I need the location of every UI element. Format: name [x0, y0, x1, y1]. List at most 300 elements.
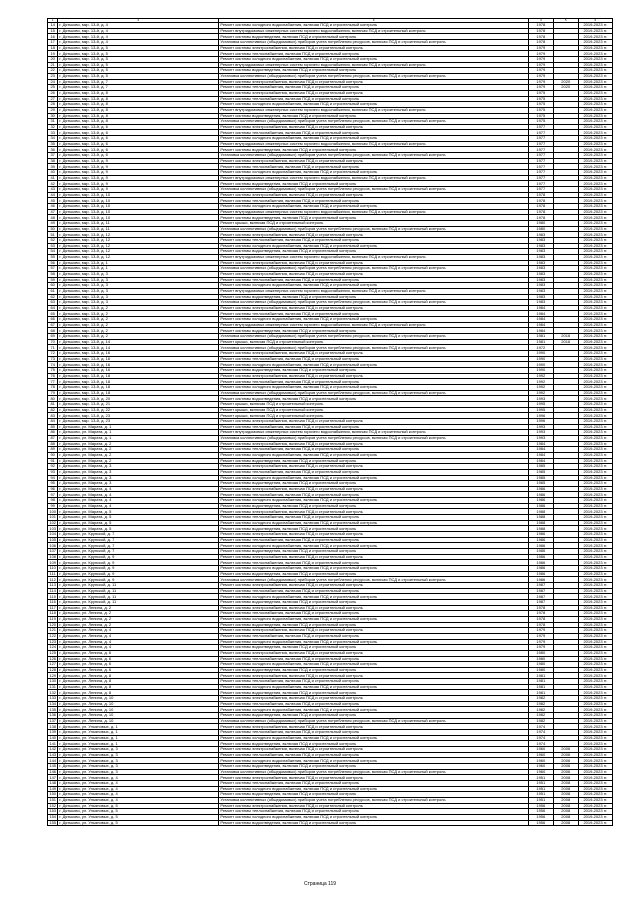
- period-cell: 2019-2023 гг.: [578, 543, 612, 549]
- work-type-cell: Установка коллективных (общедомовых) приборов учета потребления ресурсов, включая ПСД и строительный контроль: [219, 390, 529, 396]
- period-cell: 2019-2023 гг.: [578, 498, 612, 504]
- build-year-cell: 1977: [528, 124, 553, 130]
- build-year-cell: 1996: [528, 418, 553, 424]
- work-type-cell: Ремонт системы электроснабжения, включая ПСД и строительный контроль: [219, 192, 529, 198]
- period-cell: 2019-2023 гг.: [578, 294, 612, 300]
- overhaul-year-cell: 2006: [553, 758, 578, 764]
- build-year-cell: 1983: [528, 294, 553, 300]
- build-year-cell: 1979: [528, 68, 553, 74]
- period-cell: 2019-2023 гг.: [578, 639, 612, 645]
- row-number: 85: [48, 424, 58, 430]
- build-year-cell: 1990: [528, 351, 553, 357]
- period-cell: 2019-2023 гг.: [578, 780, 612, 786]
- build-year-cell: 1983: [528, 277, 553, 283]
- period-cell: 2019-2023 гг.: [578, 622, 612, 628]
- period-cell: 2019-2023 гг.: [578, 679, 612, 685]
- work-type-cell: Ремонт системы холодного водоснабжения, включая ПСД и строительный контроль: [219, 814, 529, 820]
- build-year-cell: 1986: [528, 543, 553, 549]
- build-year-cell: 1979: [528, 45, 553, 51]
- period-cell: 2019-2023 гг.: [578, 537, 612, 543]
- address-cell: г. Дятьково, ул. Ульяновых, д. 4: [58, 797, 219, 803]
- build-year-cell: 1951: [528, 775, 553, 781]
- period-cell: 2019-2023 гг.: [578, 322, 612, 328]
- work-type-cell: Ремонт системы электроснабжения, включая ПСД и строительный контроль: [219, 45, 529, 51]
- work-type-cell: Ремонт системы холодного водоснабжения, включая ПСД и строительный контроль: [219, 23, 529, 29]
- period-cell: 2019-2023 гг.: [578, 260, 612, 266]
- build-year-cell: 1983: [528, 266, 553, 272]
- work-type-cell: Установка коллективных (общедомовых) приборов учета потребления ресурсов, включая ПСД и строительный контроль: [219, 266, 529, 272]
- work-type-cell: Ремонт системы водоотведения, включая ПСД и строительный контроль: [219, 690, 529, 696]
- period-cell: 2019-2023 гг.: [578, 520, 612, 526]
- address-cell: г. Дятьково, мкр. 13-й, д. 9: [58, 175, 219, 181]
- build-year-cell: 1956: [528, 809, 553, 815]
- row-number: 24: [48, 79, 58, 85]
- work-type-cell: Установка коллективных (общедомовых) приборов учета потребления ресурсов, включая ПСД и строительный контроль: [219, 187, 529, 193]
- work-type-cell: Ремонт системы теплоснабжения, включая ПСД и строительный контроль: [219, 679, 529, 685]
- work-type-cell: Ремонт системы электроснабжения, включая ПСД и строительный контроль: [219, 582, 529, 588]
- period-cell: 2019-2023 гг.: [578, 656, 612, 662]
- build-year-cell: 1980: [528, 662, 553, 668]
- address-cell: г. Дятьково, ул. Крупской, д. 11: [58, 588, 219, 594]
- build-year-cell: 1987: [528, 588, 553, 594]
- period-cell: 2019-2023 гг.: [578, 571, 612, 577]
- row-number: 134: [49, 701, 57, 706]
- work-type-cell: Ремонт внутридомовых инженерных систем горячего водоснабжения, включая ПСД и строительный контроль: [219, 288, 529, 294]
- address-cell: г. Дятьково, ул. Марата, д. 1: [58, 430, 219, 436]
- work-type-cell: Ремонт системы электроснабжения, включая ПСД и строительный контроль: [219, 418, 529, 424]
- row-number: 144: [49, 757, 57, 763]
- period-cell: 2019-2023 гг.: [578, 130, 612, 136]
- row-number: 99: [48, 503, 58, 509]
- work-type-cell: Ремонт системы теплоснабжения, включая ПСД и строительный контроль: [219, 356, 529, 362]
- work-type-cell: Ремонт системы водоотведения, включая ПСД и строительный контроль: [219, 526, 529, 532]
- row-number: 68: [48, 328, 58, 334]
- period-cell: 2019-2023 гг.: [578, 707, 612, 713]
- row-number: 109: [49, 559, 57, 565]
- overhaul-year-cell: 2020: [553, 79, 578, 85]
- period-cell: 2019-2023 гг.: [578, 311, 612, 317]
- address-cell: г. Дятьково, ул. Крупской, д. 9: [58, 577, 219, 583]
- address-cell: г. Дятьково, мкр. 13-й, д. 3: [58, 277, 219, 283]
- period-cell: 2019-2023 гг.: [578, 809, 612, 815]
- row-number: 104: [49, 531, 57, 537]
- work-type-cell: Ремонт системы водоотведения, включая ПСД и строительный контроль: [219, 249, 529, 255]
- row-number: 35: [48, 141, 58, 147]
- address-cell: г. Дятьково, мкр. 13-й, д. 7: [58, 79, 219, 85]
- address-cell: г. Дятьково, мкр. 13-й, д. 18: [58, 390, 219, 396]
- period-cell: 2019-2023 гг.: [578, 362, 612, 368]
- period-cell: 2019-2023 гг.: [578, 418, 612, 424]
- row-number: 89: [48, 447, 58, 453]
- build-year-cell: 1956: [528, 820, 553, 826]
- period-cell: 2019-2023 гг.: [578, 554, 612, 560]
- address-cell: г. Дятьково, мкр. 13-й, д. 22: [58, 407, 219, 413]
- work-type-cell: Ремонт системы холодного водоснабжения, включая ПСД и строительный контроль: [219, 639, 529, 645]
- work-type-cell: Ремонт системы электроснабжения, включая ПСД и строительный контроль: [219, 605, 529, 611]
- period-cell: 2019-2023 гг.: [578, 662, 612, 668]
- period-cell: 2019-2023 гг.: [578, 684, 612, 690]
- work-type-cell: Ремонт системы электроснабжения, включая ПСД и строительный контроль: [219, 803, 529, 809]
- row-number: 106: [49, 542, 57, 548]
- address-cell: г. Дятьково, ул. Ленина, д. 4: [58, 639, 219, 645]
- build-year-cell: 1982: [528, 707, 553, 713]
- build-year-cell: 1979: [528, 73, 553, 79]
- period-cell: 2019-2023 гг.: [578, 237, 612, 243]
- build-year-cell: 1985: [528, 469, 553, 475]
- period-cell: 2019-2023 гг.: [578, 373, 612, 379]
- work-type-cell: Ремонт внутридомовых инженерных систем горячего водоснабжения, включая ПСД и строительный контроль: [219, 209, 529, 215]
- work-type-cell: Ремонт системы теплоснабжения, включая ПСД и строительный контроль: [219, 469, 529, 475]
- period-cell: 2019-2023 гг.: [578, 187, 612, 193]
- address-cell: г. Дятьково, мкр. 13-й, д. 16: [58, 368, 219, 374]
- address-cell: г. Дятьково, мкр. 13-й, д. 10: [58, 192, 219, 198]
- address-cell: г. Дятьково, мкр. 13-й, д. 9: [58, 187, 219, 193]
- build-year-cell: 1986: [528, 554, 553, 560]
- address-cell: г. Дятьково, ул. Крупской, д. 7: [58, 532, 219, 538]
- build-year-cell: 1985: [528, 475, 553, 481]
- address-cell: г. Дятьково, ул. Ульяновых, д. 4: [58, 786, 219, 792]
- period-cell: 2019-2023 гг.: [578, 820, 612, 826]
- work-type-cell: Ремонт системы электроснабжения, включая ПСД и строительный контроль: [219, 271, 529, 277]
- address-cell: г. Дятьково, мкр. 13-й, д. 11: [58, 226, 219, 232]
- address-cell: г. Дятьково, мкр. 13-й, д. 3: [58, 271, 219, 277]
- work-type-cell: Ремонт системы теплоснабжения, включая ПСД и строительный контроль: [219, 588, 529, 594]
- period-cell: 2019-2023 гг.: [578, 277, 612, 283]
- address-cell: г. Дятьково, мкр. 13-й, д. 2: [58, 317, 219, 323]
- build-year-cell: 1984: [528, 311, 553, 317]
- row-number: 96: [48, 486, 58, 492]
- overhaul-year-cell: 2008: [553, 780, 578, 786]
- period-cell: 2019-2023 гг.: [578, 147, 612, 153]
- address-cell: г. Дятьково, мкр. 13-й, д. 3: [58, 288, 219, 294]
- period-cell: 2019-2023 гг.: [578, 769, 612, 775]
- work-type-cell: Ремонт системы холодного водоснабжения, включая ПСД и строительный контроль: [219, 362, 529, 368]
- row-number: 47: [48, 209, 58, 215]
- row-number: 111: [48, 571, 58, 577]
- build-year-cell: 1990: [528, 356, 553, 362]
- row-number: 23: [48, 73, 58, 79]
- period-cell: 2019-2023 гг.: [578, 492, 612, 498]
- row-number: 22: [48, 68, 58, 74]
- work-type-cell: Ремонт системы электроснабжения, включая ПСД и строительный контроль: [219, 696, 529, 702]
- address-cell: г. Дятьково, мкр. 13-й, д. 8: [58, 107, 219, 113]
- address-cell: г. Дятьково, ул. Ульяновых, д. 5: [58, 814, 219, 820]
- address-cell: г. Дятьково, мкр. 13-й, д. 20: [58, 396, 219, 402]
- build-year-cell: 1992: [528, 379, 553, 385]
- period-cell: 2019-2023 гг.: [578, 23, 612, 29]
- period-cell: 2019-2023 гг.: [578, 588, 612, 594]
- row-number: 52: [48, 237, 58, 243]
- build-year-cell: 1975: [528, 119, 553, 125]
- row-number: 141: [49, 740, 57, 746]
- work-type-cell: Ремонт системы холодного водоснабжения, включая ПСД и строительный контроль: [219, 102, 529, 108]
- work-type-cell: Ремонт системы теплоснабжения, включая ПСД и строительный контроль: [219, 51, 529, 57]
- work-type-cell: Установка коллективных (общедомовых) приборов учета потребления ресурсов, включая ПСД и строительный контроль: [219, 345, 529, 351]
- address-cell: г. Дятьково, мкр. 13-й, д. 8: [58, 96, 219, 102]
- period-cell: 2019-2023 гг.: [578, 690, 612, 696]
- row-number: 152: [49, 803, 57, 808]
- row-number: 58: [48, 271, 58, 277]
- period-cell: 2019-2023 гг.: [578, 56, 612, 62]
- row-number: 31: [48, 119, 58, 125]
- address-cell: г. Дятьково, мкр. 13-й, д. 2: [58, 328, 219, 334]
- build-year-cell: 1986: [528, 532, 553, 538]
- build-year-cell: 1984: [528, 305, 553, 311]
- period-cell: 2019-2023 гг.: [578, 724, 612, 730]
- address-cell: г. Дятьково, ул. Ульяновых, д. 5: [58, 803, 219, 809]
- address-cell: г. Дятьково, мкр. 13-й, д. 11: [58, 220, 219, 226]
- build-year-cell: 1978: [528, 209, 553, 215]
- build-year-cell: 1980: [528, 226, 553, 232]
- work-type-cell: Ремонт системы электроснабжения, включая ПСД и строительный контроль: [219, 747, 529, 753]
- row-number: 142: [49, 746, 57, 752]
- address-cell: г. Дятьково, ул. Крупской, д. 7: [58, 549, 219, 555]
- period-cell: 2019-2023 гг.: [578, 119, 612, 125]
- column-number: 5: [553, 19, 578, 23]
- build-year-cell: 1981: [528, 679, 553, 685]
- period-cell: 2019-2023 гг.: [578, 339, 612, 345]
- row-number: 148: [49, 780, 57, 786]
- address-cell: г. Дятьково, мкр. 13-й, д. 5: [58, 45, 219, 51]
- row-number: 56: [48, 260, 58, 266]
- table-body: [48, 19, 613, 826]
- period-cell: 2019-2023 гг.: [578, 317, 612, 323]
- row-number: 146: [49, 769, 57, 774]
- row-number: 61: [48, 288, 58, 294]
- address-cell: г. Дятьково, мкр. 13-й, д. 4: [58, 39, 219, 45]
- address-cell: г. Дятьково, ул. Ленина, д. 6: [58, 656, 219, 662]
- work-type-cell: Ремонт системы электроснабжения, включая ПСД и строительный контроль: [219, 124, 529, 130]
- work-type-cell: Ремонт системы электроснабжения, включая ПСД и строительный контроль: [219, 650, 529, 656]
- build-year-cell: 1979: [528, 51, 553, 57]
- address-cell: г. Дятьково, ул. Марата, д. 5: [58, 520, 219, 526]
- period-cell: 2019-2023 гг.: [578, 164, 612, 170]
- build-year-cell: 1978: [528, 605, 553, 611]
- address-cell: г. Дятьково, мкр. 13-й, д. 2: [58, 334, 219, 340]
- row-number: 130: [49, 678, 57, 684]
- period-cell: 2019-2023 гг.: [578, 803, 612, 809]
- build-year-cell: 1956: [528, 803, 553, 809]
- work-type-cell: Установка коллективных (общедомовых) приборов учета потребления ресурсов, включая ПСД и строительный контроль: [219, 334, 529, 340]
- work-type-cell: Ремонт системы водоотведения, включая ПСД и строительный контроль: [219, 113, 529, 119]
- build-year-cell: 1983: [528, 300, 553, 306]
- overhaul-year-cell: 2008: [553, 820, 578, 826]
- build-year-cell: 1993: [528, 424, 553, 430]
- period-cell: 2019-2023 гг.: [578, 305, 612, 311]
- period-cell: 2019-2023 гг.: [578, 566, 612, 572]
- build-year-cell: 1984: [528, 458, 553, 464]
- work-type-cell: Ремонт системы электроснабжения, включая ПСД и строительный контроль: [219, 441, 529, 447]
- work-type-cell: Ремонт внутридомовых инженерных систем горячего водоснабжения, включая ПСД и строительный контроль: [219, 28, 529, 34]
- address-cell: г. Дятьково, ул. Ленина, д. 10: [58, 701, 219, 707]
- address-cell: г. Дятьково, ул. Марата, д. 4: [58, 492, 219, 498]
- period-cell: 2019-2023 гг.: [578, 181, 612, 187]
- address-cell: г. Дятьково, мкр. 13-й, д. 8: [58, 119, 219, 125]
- overhaul-year-cell: 2006: [553, 752, 578, 758]
- row-number: 151: [49, 797, 57, 803]
- address-cell: г. Дятьково, мкр. 13-й, д. 14: [58, 345, 219, 351]
- build-year-cell: 1983: [528, 260, 553, 266]
- work-type-cell: Ремонт системы теплоснабжения, включая ПСД и строительный контроль: [219, 447, 529, 453]
- row-number: 41: [48, 175, 58, 181]
- overhaul-year-cell: 2006: [553, 763, 578, 769]
- row-number: 95: [48, 481, 58, 487]
- row-number: 114: [49, 588, 56, 593]
- address-cell: г. Дятьково, ул. Марата, д. 4: [58, 486, 219, 492]
- build-year-cell: 1951: [528, 792, 553, 798]
- work-type-cell: Ремонт системы холодного водоснабжения, включая ПСД и строительный контроль: [219, 735, 529, 741]
- work-type-cell: Ремонт системы теплоснабжения, включая ПСД и строительный контроль: [219, 515, 529, 521]
- period-cell: 2019-2023 гг.: [578, 204, 612, 210]
- row-number: 100: [49, 508, 57, 514]
- document-sheet: [47, 18, 613, 826]
- address-cell: г. Дятьково, ул. Ленина, д. 10: [58, 713, 219, 719]
- address-cell: г. Дятьково, мкр. 13-й, д. 12: [58, 243, 219, 249]
- build-year-cell: 1975: [528, 102, 553, 108]
- row-number: 21: [48, 62, 58, 68]
- period-cell: 2019-2023 гг.: [578, 209, 612, 215]
- address-cell: г. Дятьково, мкр. 13-й, д. 18: [58, 373, 219, 379]
- address-cell: г. Дятьково, ул. Ленина, д. 6: [58, 650, 219, 656]
- address-cell: г. Дятьково, ул. Марата, д. 2: [58, 458, 219, 464]
- build-year-cell: 1980: [528, 220, 553, 226]
- row-number: 83: [48, 413, 58, 419]
- row-number: 150: [49, 791, 57, 797]
- row-number: 33: [48, 130, 58, 136]
- address-cell: г. Дятьково, ул. Крупской, д. 9: [58, 571, 219, 577]
- build-year-cell: 1983: [528, 249, 553, 255]
- period-cell: 2019-2023 гг.: [578, 254, 612, 260]
- address-cell: г. Дятьково, мкр. 13-й, д. 1: [58, 266, 219, 272]
- work-type-cell: Установка коллективных (общедомовых) приборов учета потребления ресурсов, включая ПСД и строительный контроль: [219, 300, 529, 306]
- period-cell: 2019-2023 гг.: [578, 435, 612, 441]
- period-cell: 2019-2023 гг.: [578, 786, 612, 792]
- table-row: [48, 820, 613, 826]
- work-type-cell: Ремонт системы водоотведения, включая ПСД и строительный контроль: [219, 396, 529, 402]
- build-year-cell: 1984: [528, 441, 553, 447]
- build-year-cell: 1979: [528, 56, 553, 62]
- build-year-cell: 1992: [528, 390, 553, 396]
- build-year-cell: 1979: [528, 79, 553, 85]
- work-type-cell: Установка коллективных (общедомовых) приборов учета потребления ресурсов, включая ПСД и строительный контроль: [219, 39, 529, 45]
- address-cell: г. Дятьково, мкр. 13-й, д. 8: [58, 113, 219, 119]
- build-year-cell: 1983: [528, 237, 553, 243]
- period-cell: 2019-2023 гг.: [578, 334, 612, 340]
- row-number: 65: [48, 311, 58, 317]
- build-year-cell: 1986: [528, 537, 553, 543]
- build-year-cell: 1978: [528, 34, 553, 40]
- row-number: 37: [48, 153, 58, 159]
- build-year-cell: 1986: [528, 577, 553, 583]
- build-year-cell: 1960: [528, 752, 553, 758]
- address-cell: г. Дятьково, ул. Марата, д. 4: [58, 498, 219, 504]
- period-cell: 2019-2023 гг.: [578, 396, 612, 402]
- work-type-cell: Ремонт системы водоотведения, включая ПСД и строительный контроль: [219, 713, 529, 719]
- build-year-cell: 1979: [528, 628, 553, 634]
- column-number: 6: [578, 19, 612, 23]
- period-cell: 2019-2023 гг.: [578, 170, 612, 176]
- row-number: 110: [49, 565, 56, 571]
- address-cell: г. Дятьково, мкр. 13-й, д. 9: [58, 181, 219, 187]
- page-number: Страница 119: [303, 881, 337, 887]
- build-year-cell: 1983: [528, 283, 553, 289]
- work-type-cell: Ремонт системы теплоснабжения, включая ПСД и строительный контроль: [219, 130, 529, 136]
- work-type-cell: Ремонт системы холодного водоснабжения, включая ПСД и строительный контроль: [219, 616, 529, 622]
- work-type-cell: Ремонт системы холодного водоснабжения, включая ПСД и строительный контроль: [219, 136, 529, 142]
- address-cell: г. Дятьково, ул. Ульяновых, д. 5: [58, 809, 219, 815]
- address-cell: г. Дятьково, ул. Ульяновых, д. 4: [58, 775, 219, 781]
- work-type-cell: Ремонт системы теплоснабжения, включая ПСД и строительный контроль: [219, 701, 529, 707]
- work-type-cell: Ремонт системы холодного водоснабжения, включая ПСД и строительный контроль: [219, 662, 529, 668]
- build-year-cell: 1960: [528, 758, 553, 764]
- build-year-cell: 1978: [528, 616, 553, 622]
- work-type-cell: Ремонт крыши, включая ПСД и строительный контроль: [219, 401, 529, 407]
- repair-schedule-table: [47, 18, 613, 826]
- row-number: 78: [48, 385, 58, 391]
- build-year-cell: 1960: [528, 747, 553, 753]
- work-type-cell: Ремонт системы электроснабжения, включая ПСД и строительный контроль: [219, 628, 529, 634]
- period-cell: 2019-2023 гг.: [578, 424, 612, 430]
- address-cell: г. Дятьково, мкр. 13-й, д. 6: [58, 124, 219, 130]
- row-number: 16: [48, 34, 58, 40]
- period-cell: 2019-2023 гг.: [578, 616, 612, 622]
- period-cell: 2019-2023 гг.: [578, 390, 612, 396]
- work-type-cell: Ремонт системы водоотведения, включая ПСД и строительный контроль: [219, 34, 529, 40]
- work-type-cell: Ремонт системы холодного водоснабжения, включая ПСД и строительный контроль: [219, 452, 529, 458]
- period-cell: 2019-2023 гг.: [578, 447, 612, 453]
- row-number: 20: [48, 56, 58, 62]
- build-year-cell: 1978: [528, 198, 553, 204]
- work-type-cell: Ремонт системы теплоснабжения, включая ПСД и строительный контроль: [219, 424, 529, 430]
- row-number: 64: [48, 305, 58, 311]
- address-cell: г. Дятьково, ул. Ульяновых, д. 1: [58, 735, 219, 741]
- address-cell: г. Дятьково, мкр. 13-й, д. 23: [58, 418, 219, 424]
- row-number: 97: [48, 492, 58, 498]
- overhaul-year-cell: 2008: [553, 814, 578, 820]
- overhaul-year-cell: 2008: [553, 775, 578, 781]
- period-cell: 2019-2023 гг.: [578, 345, 612, 351]
- period-cell: 2019-2023 гг.: [578, 441, 612, 447]
- address-cell: г. Дятьково, ул. Ульяновых, д. 3: [58, 763, 219, 769]
- address-cell: г. Дятьково, мкр. 13-й, д. 12: [58, 232, 219, 238]
- period-cell: 2019-2023 гг.: [578, 515, 612, 521]
- work-type-cell: Ремонт системы теплоснабжения, включая ПСД и строительный контроль: [219, 656, 529, 662]
- work-type-cell: Ремонт внутридомовых инженерных систем горячего водоснабжения, включая ПСД и строительный контроль: [219, 254, 529, 260]
- build-year-cell: 1984: [528, 447, 553, 453]
- row-number: 155: [49, 820, 57, 825]
- period-cell: 2019-2023 гг.: [578, 283, 612, 289]
- period-cell: 2019-2023 гг.: [578, 407, 612, 413]
- work-type-cell: Установка коллективных (общедомовых) приборов учета потребления ресурсов, включая ПСД и строительный контроль: [219, 226, 529, 232]
- period-cell: 2019-2023 гг.: [578, 153, 612, 159]
- row-number: 126: [49, 656, 57, 661]
- address-cell: г. Дятьково, ул. Ленина, д. 8: [58, 684, 219, 690]
- work-type-cell: Ремонт системы электроснабжения, включая ПСД и строительный контроль: [219, 486, 529, 492]
- period-cell: 2019-2023 гг.: [578, 747, 612, 753]
- period-cell: 2019-2023 гг.: [578, 560, 612, 566]
- build-year-cell: 1977: [528, 158, 553, 164]
- row-number: 128: [49, 667, 57, 673]
- address-cell: г. Дятьково, ул. Ленина, д. 4: [58, 633, 219, 639]
- row-number: 137: [49, 718, 57, 723]
- build-year-cell: 1960: [528, 763, 553, 769]
- address-cell: г. Дятьково, мкр. 13-й, д. 10: [58, 215, 219, 221]
- overhaul-year-cell: 2008: [553, 809, 578, 815]
- work-type-cell: Ремонт системы электроснабжения, включая ПСД и строительный контроль: [219, 158, 529, 164]
- address-cell: г. Дятьково, мкр. 13-й, д. 8: [58, 90, 219, 96]
- period-cell: 2019-2023 гг.: [578, 79, 612, 85]
- overhaul-year-cell: 2016: [553, 339, 578, 345]
